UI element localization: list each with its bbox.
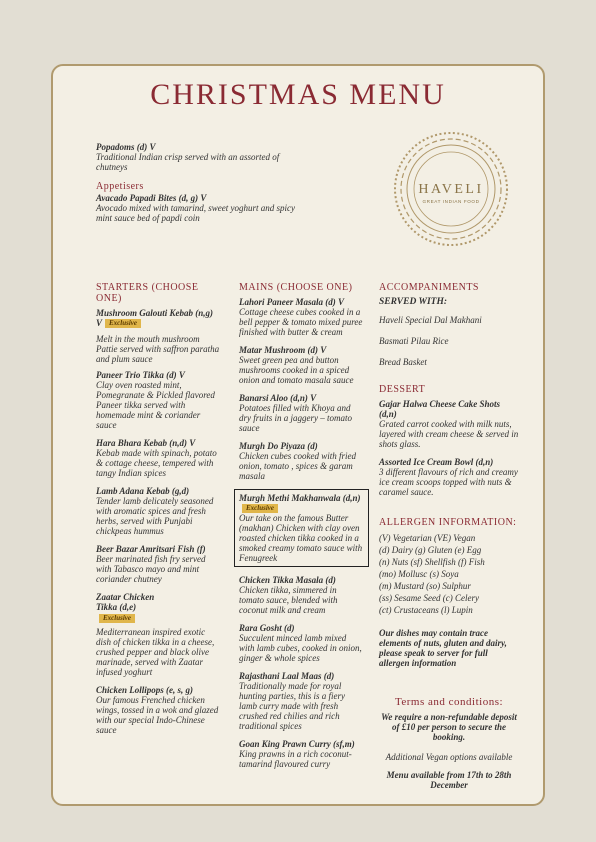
item-name: Assorted Ice Cream Bowl (d,n)	[379, 457, 494, 467]
item-desc: Tender lamb delicately seasoned with aromatic spices and fresh herbs, served with Punjabi chickpeas hummus	[96, 496, 214, 537]
allergen-heading: ALLERGEN INFORMATION:	[379, 517, 517, 528]
menu-item	[96, 685, 220, 735]
menu-item	[239, 739, 363, 769]
terms-vegan: Additional Vegan options available	[385, 752, 513, 762]
accompaniment-item: Bread Basket	[379, 357, 427, 367]
menu-item-popadoms	[96, 142, 306, 172]
terms-deposit: We require a non-refundable deposit of £10 per person to secure the booking.	[381, 712, 517, 742]
item-desc: Our take on the famous Butter (makhan) Chicken with clay oven roasted chicken tikka cooked in a smoked creamy tomato sauce with Fenugreek	[239, 513, 363, 564]
terms-dates: Menu available from 17th to 28th December	[386, 770, 512, 790]
exclusive-badge: Exclusive	[105, 319, 141, 328]
item-name: Lahori Paneer Masala (d) V	[239, 297, 345, 307]
item-name: Rajasthani Laal Maas (d)	[239, 671, 335, 682]
allergen-line: (ss) Sesame Seed (c) Celery	[379, 593, 479, 603]
terms-heading: Terms and conditions:	[394, 696, 504, 708]
page-title: CHRISTMAS MENU	[150, 78, 446, 111]
menu-item-highlighted	[234, 489, 369, 567]
menu-item	[96, 308, 220, 364]
item-desc: Our famous Frenched chicken wings, tossed in a wok and glazed with our special Indo-Chinese sauce	[96, 694, 219, 735]
item-name: Chicken Tikka Masala (d)	[239, 575, 336, 586]
item-desc: Succulent minced lamb mixed with lamb cubes, cooked in onion, ginger & whole spices	[239, 633, 362, 664]
served-with-label: SERVED WITH:	[379, 297, 448, 307]
exclusive-badge: Exclusive	[99, 614, 135, 623]
allergen-note: Our dishes may contain trace elements of nuts, gluten and dairy, please speak to server for full allergen information	[379, 628, 507, 668]
item-name: Popadoms (d) V	[96, 142, 156, 152]
item-desc: Traditionally made for royal hunting parties, this is a fiery lamb curry made with fresh crushed red chilies and rich traditional spices	[239, 681, 346, 732]
item-desc: Sweet green pea and button mushrooms cooked in a spiced onion and tomato masala sauce	[239, 355, 354, 385]
menu-item-papdi	[96, 193, 306, 223]
item-name: Lamb Adana Kebab (g,d)	[96, 486, 190, 497]
item-desc: Potatoes filled with Khoya and dry fruits in a jaggery – tomato sauce	[239, 403, 352, 433]
menu-item	[239, 393, 363, 433]
dessert-heading: DESSERT	[379, 384, 426, 395]
allergen-line: (d) Dairy (g) Gluten (e) Egg	[379, 545, 482, 555]
menu-item	[96, 544, 220, 584]
logo-name: HAVELI	[418, 182, 484, 197]
menu-item	[239, 441, 363, 481]
accompaniment-item: Basmati Pilau Rice	[379, 336, 449, 346]
allergen-line: (V) Vegetarian (VE) Vegan	[379, 533, 476, 543]
starters-column	[96, 282, 220, 743]
menu-item	[239, 575, 363, 615]
item-desc: Chicken cubes cooked with fried onion, tomato , spices & garam masala	[239, 451, 356, 481]
allergen-line: (mo) Mollusc (s) Soya	[379, 569, 459, 579]
item-name: Gajar Halwa Cheese Cake Shots (d,n)	[379, 399, 501, 419]
item-desc: Traditional Indian crisp served with an assorted of chutneys	[96, 152, 280, 172]
menu-item	[239, 345, 363, 385]
item-desc: 3 different flavours of rich and creamy ice cream scoops topped with nuts & caramel sauce.	[379, 467, 518, 497]
accompaniments-heading: ACCOMPANIMENTS	[379, 282, 479, 293]
menu-item	[379, 457, 519, 497]
item-name: Hara Bhara Kebab (n,d) V	[96, 438, 196, 449]
item-desc: Grated carrot cooked with milk nuts, layered with cream cheese & served in shots glass.	[379, 419, 519, 449]
mains-heading: MAINS (CHOOSE ONE)	[239, 282, 353, 293]
item-desc: King prawns in a rich coconut-tamarind flavoured curry	[239, 749, 352, 770]
allergen-line: (ct) Crustaceans (l) Lupin	[379, 605, 473, 615]
item-name: Beer Bazar Amritsari Fish (f)	[96, 544, 206, 555]
allergen-line: (m) Mustard (so) Sulphur	[379, 581, 471, 591]
menu-item	[96, 438, 220, 478]
item-name: Banarsi Aloo (d,n) V	[239, 393, 317, 403]
item-name: Avacado Papadi Bites (d, g) V	[96, 193, 207, 203]
item-name: Mushroom Galouti Kebab (n,g) V	[96, 308, 214, 328]
item-desc: Beer marinated fish fry served with Tabasco mayo and mint coriander chutney	[96, 554, 206, 585]
menu-item	[96, 486, 220, 536]
item-desc: Chicken tikka, simmered in tomato sauce, blended with coconut milk and cream	[239, 585, 338, 616]
item-desc: Melt in the mouth mushroom Pattie served with saffron paratha and plum sauce	[96, 334, 220, 365]
item-name: Matar Mushroom (d) V	[239, 345, 327, 355]
starters-heading: STARTERS (CHOOSE ONE)	[96, 282, 199, 304]
item-name: Murgh Methi Makhanwala (d,n)	[239, 493, 361, 503]
right-column	[379, 282, 519, 790]
menu-item	[96, 370, 220, 430]
allergen-line: (n) Nuts (sf) Shellfish (f) Fish	[379, 557, 485, 567]
logo-tagline: GREAT INDIAN FOOD	[422, 199, 480, 204]
item-desc: Kebab made with spinach, potato & cottage cheese, tempered with tangy Indian spices	[96, 448, 217, 479]
appetisers-heading: Appetisers	[96, 181, 144, 192]
accompaniment-item: Haveli Special Dal Makhani	[379, 315, 482, 325]
item-desc: Cottage cheese cubes cooked in a bell pepper & tomato mixed puree finished with butter & cream	[239, 307, 363, 337]
item-desc: Avocado mixed with tamarind, sweet yoghurt and spicy mint sauce bed of papdi coin	[96, 203, 295, 223]
haveli-logo	[392, 130, 510, 248]
menu-item	[239, 671, 363, 731]
intro-section	[96, 142, 306, 231]
item-desc: Mediterranean inspired exotic dish of chicken tikka in a cheese, crushed pepper and black olive marinade, served with Zaatar infused yoghurt	[96, 626, 215, 677]
item-name: Rara Gosht (d)	[239, 623, 295, 634]
menu-item	[379, 399, 519, 449]
item-name: Murgh Do Piyaza (d)	[239, 441, 318, 451]
mains-column	[239, 282, 363, 777]
item-desc: Clay oven roasted mint, Pomegranate & Pickled flavored Paneer tikka served with homemade mint & coriander sauce	[96, 380, 215, 431]
exclusive-badge: Exclusive	[242, 504, 278, 513]
item-name: Chicken Lollipops (e, s, g)	[96, 684, 193, 695]
item-name: Goan King Prawn Curry (sf,m)	[239, 739, 355, 750]
menu-item	[96, 592, 220, 676]
item-name: Zaatar Chicken Tikka (d,e)	[96, 592, 155, 613]
menu-item	[239, 623, 363, 663]
item-name: Paneer Trio Tikka (d) V	[96, 370, 185, 381]
menu-item	[239, 297, 363, 337]
